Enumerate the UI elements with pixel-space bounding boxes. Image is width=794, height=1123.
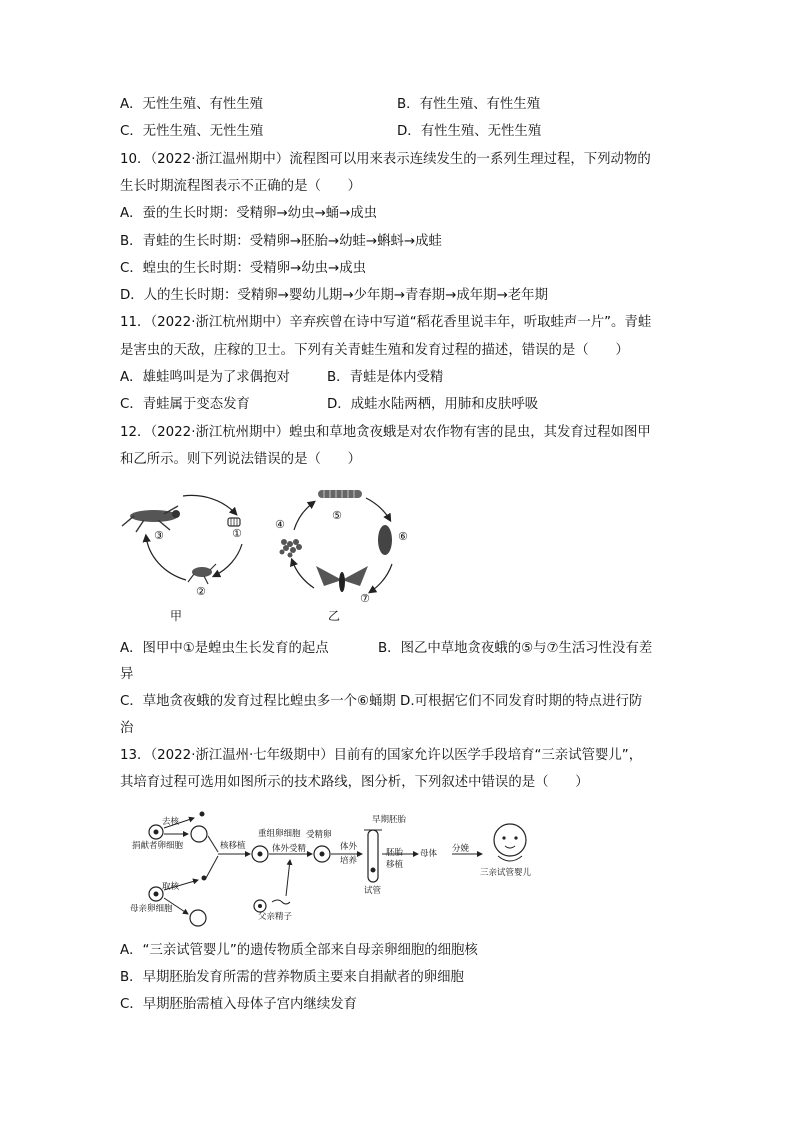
q12-option-c-line2: 治 — [120, 721, 134, 736]
fig-yi-label-7: ⑦ — [360, 592, 370, 605]
q12-option-b-line2: 异 — [120, 667, 134, 682]
fig-yi-label-6: ⑥ — [398, 530, 408, 543]
q10-option-c: C．蝗虫的生长时期：受精卵→幼虫→成虫 — [120, 261, 367, 276]
q12-option-a: A．图甲中①是蝗虫生长发育的起点 — [120, 641, 329, 656]
fig-yi-label-4: ④ — [275, 518, 285, 531]
diagram-father-sperm: 父亲精子 — [258, 912, 293, 922]
q11-option-a: A．雄蛙鸣叫是为了求偶抱对 — [120, 370, 290, 385]
diagram-transfer-1: 胚胎 — [386, 848, 404, 858]
diagram-test-tube: 试管 — [364, 886, 382, 896]
q11-option-b: B．青蛙是体内受精 — [327, 370, 444, 385]
q11-stem-line2: 是害虫的天敌，庄稼的卫士。下列有关青蛙生殖和发育过程的描述，错误的是（ ） — [120, 343, 629, 358]
diagram-ivf: 体外受精 — [272, 844, 307, 854]
diagram-in-vitro-2: 培养 — [340, 856, 358, 866]
q10-stem-line2: 生长时期流程图表示不正确的是（ ） — [120, 179, 362, 194]
diagram-take-nucleus: 取核 — [162, 882, 180, 892]
pupa-icon — [378, 525, 392, 555]
fig-yi-caption: 乙 — [328, 609, 341, 623]
q11-option-d: D．成蛙水陆两栖，用肺和皮肤呼吸 — [327, 397, 539, 412]
q13-stem-line1: 13．（2022·浙江温州·七年级期中）目前有的国家允许以医学手段培育“三亲试管婴儿”， — [120, 748, 643, 763]
q12-option-b-line1: B．图乙中草地贪夜蛾的⑤与⑦生活习性没有差 — [378, 641, 653, 656]
adult-locust-icon — [122, 506, 180, 532]
q10-stem-line1: 10．（2022·浙江温州期中）流程图可以用来表示连续发生的一系列生理过程，下列动物的 — [120, 152, 651, 167]
q10-option-d: D．人的生长时期：受精卵→婴幼儿期→少年期→青春期→成年期→老年期 — [120, 288, 548, 303]
q9-option-d: D．有性生殖、无性生殖 — [397, 124, 542, 139]
fig-jia-label-2: ② — [196, 585, 206, 598]
diagram-nuclear-transfer: 核移植 — [220, 841, 246, 851]
q12-option-c-line1: C．草地贪夜蛾的发育过程比蝗虫多一个⑥蛹期 D.可根据它们不同发育时期的特点进行防 — [120, 694, 643, 709]
diagram-early-embryo: 早期胚胎 — [372, 815, 407, 825]
diagram-mother-body: 母体 — [420, 849, 438, 859]
q13-option-c: C．早期胚胎需植入母体子宫内继续发育 — [120, 997, 357, 1012]
diagram-donor-egg: 捐献者卵细胞 — [132, 841, 184, 851]
diagram-in-vitro-1: 体外 — [340, 842, 358, 852]
diagram-transfer-2: 移植 — [386, 860, 404, 870]
q9-option-b: B．有性生殖、有性生殖 — [397, 97, 541, 112]
armyworm-life-cycle-figure — [268, 484, 408, 614]
q13-stem-line2: 其培育过程可选用如图所示的技术路线，图分析，下列叙述中错误的是（ ） — [120, 775, 589, 790]
q10-option-b: B．青蛙的生长时期：受精卵→胚胎→幼蛙→蝌蚪→成蛙 — [120, 234, 442, 249]
diagram-delivery: 分娩 — [452, 844, 470, 854]
q13-option-b: B．早期胚胎发育所需的营养物质主要来自捐献者的卵细胞 — [120, 970, 464, 985]
locust-life-cycle-figure — [118, 486, 258, 626]
q9-option-a: A．无性生殖、有性生殖 — [120, 97, 264, 112]
diagram-fertilized-egg: 受精卵 — [306, 830, 332, 840]
diagram-reconstructed-egg: 重组卵细胞 — [258, 829, 301, 839]
q10-option-a: A．蚕的生长时期：受精卵→幼虫→蛹→成虫 — [120, 206, 378, 221]
larva-icon — [318, 490, 362, 498]
diagram-remove-nucleus: 去核 — [162, 817, 180, 827]
diagram-baby-label: 三亲试管婴儿 — [480, 868, 532, 878]
moth-eggs-icon — [280, 539, 303, 558]
fig-yi-label-5: ⑤ — [332, 509, 342, 522]
fig-jia-label-3: ③ — [154, 529, 164, 542]
q9-option-c: C．无性生殖、无性生殖 — [120, 124, 264, 139]
baby-icon — [494, 824, 526, 861]
q12-stem-line2: 和乙所示。则下列说法错误的是（ ） — [120, 452, 362, 467]
locust-nymph-icon — [188, 564, 216, 584]
q11-stem-line1: 11．（2022·浙江杭州期中）辛弃疾曾在诗中写道“稻花香里说丰年，听取蛙声一片”。青蛙 — [120, 315, 652, 330]
fig-jia-caption: 甲 — [170, 609, 183, 623]
q12-stem-line1: 12．（2022·浙江杭州期中）蝗虫和草地贪夜蛾是对农作物有害的昆虫，其发育过程如图甲 — [120, 425, 651, 440]
fig-jia-label-1: ① — [232, 527, 242, 540]
q11-option-c: C．青蛙属于变态发育 — [120, 397, 250, 412]
diagram-mother-egg: 母亲卵细胞 — [130, 904, 173, 914]
q13-option-a: A．“三亲试管婴儿”的遗传物质全部来自母亲卵细胞的细胞核 — [120, 943, 478, 958]
